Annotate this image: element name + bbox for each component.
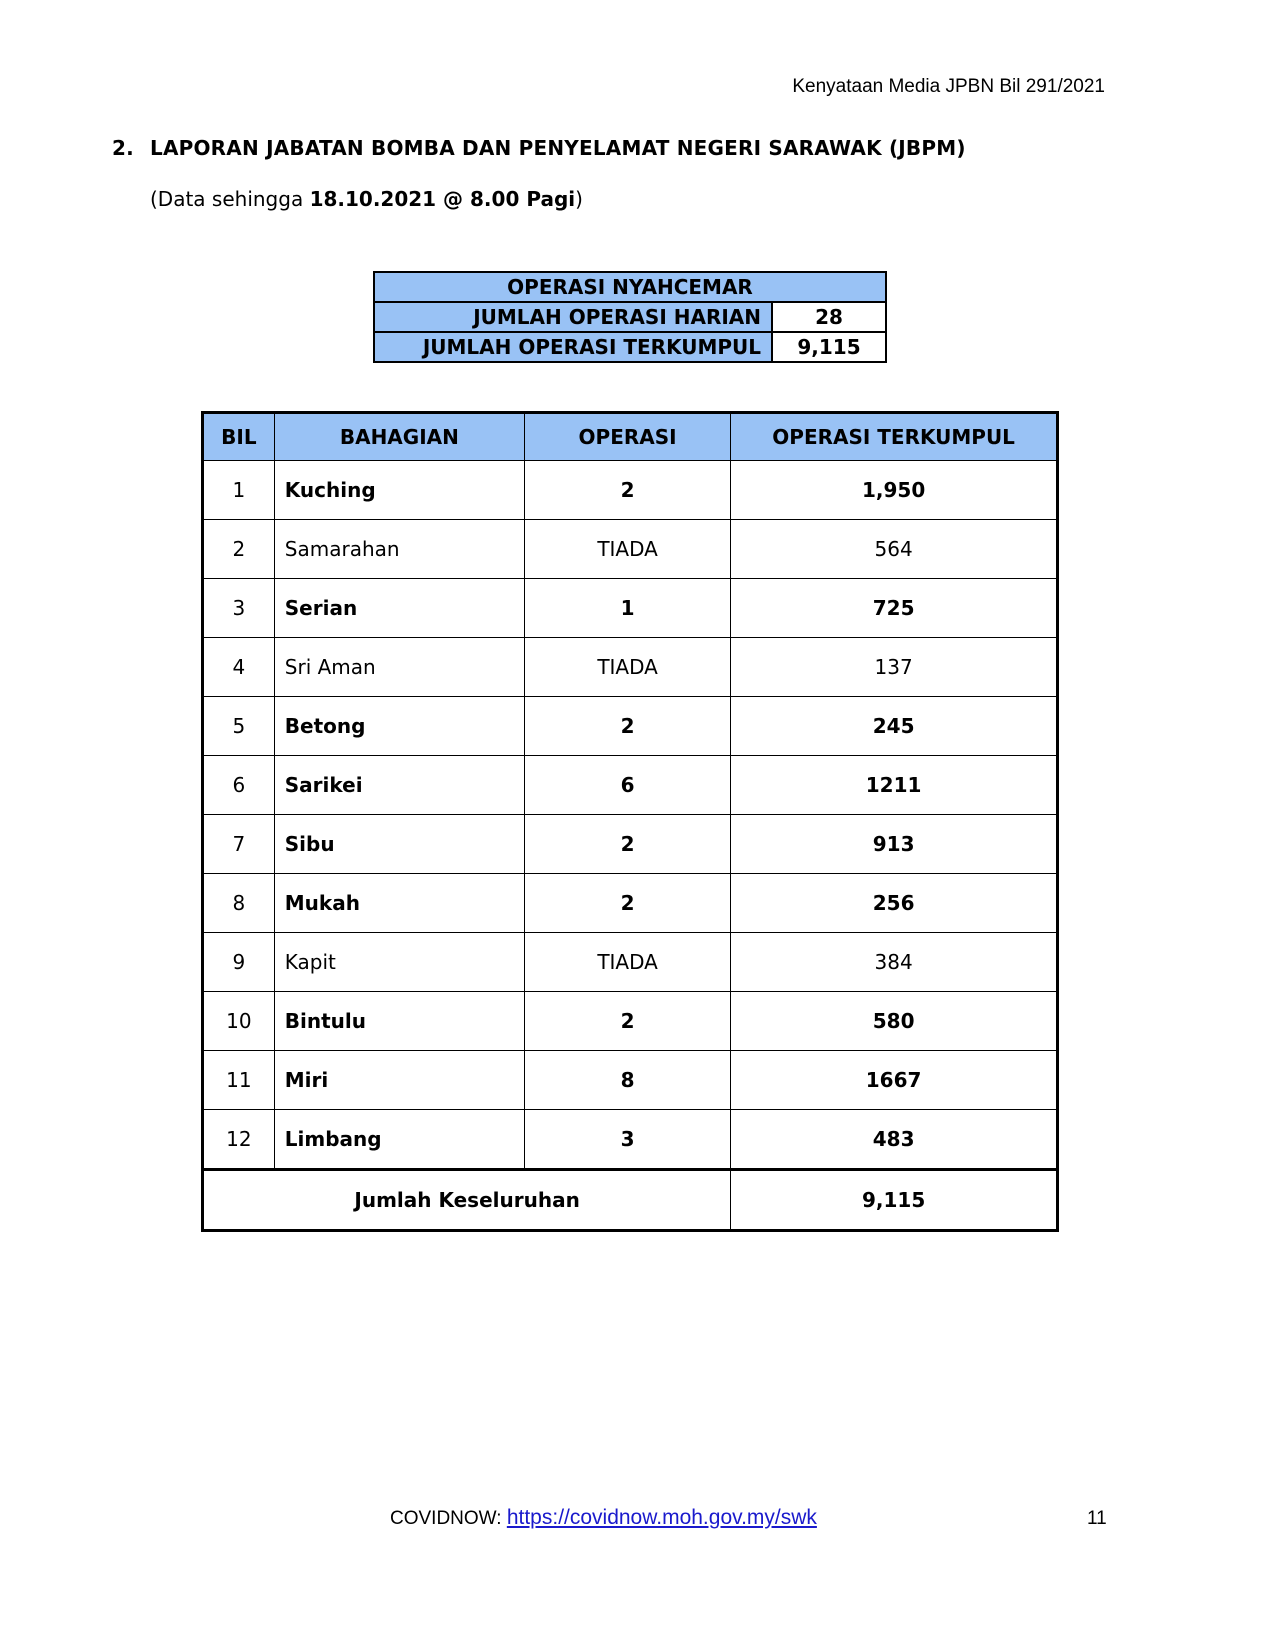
- table-row: [203, 1110, 1058, 1170]
- row-bahagian: Kapit: [274, 933, 524, 992]
- row-operasi-terkumpul: 1211: [731, 756, 1058, 815]
- row-operasi: 2: [524, 697, 730, 756]
- row-bahagian: Serian: [274, 579, 524, 638]
- row-operasi: TIADA: [524, 638, 730, 697]
- daily-operations-label: JUMLAH OPERASI HARIAN: [374, 302, 772, 332]
- row-operasi: 8: [524, 1051, 730, 1110]
- row-bil: 8: [203, 874, 275, 933]
- table-header-row: [203, 413, 1058, 461]
- table-row: [203, 815, 1058, 874]
- data-date: 18.10.2021 @ 8.00 Pagi: [309, 187, 576, 211]
- row-operasi: 2: [524, 461, 730, 520]
- row-bahagian: Sri Aman: [274, 638, 524, 697]
- row-bahagian: Limbang: [274, 1110, 524, 1170]
- data-prefix: (Data sehingga: [150, 187, 310, 211]
- data-suffix: ): [575, 187, 583, 211]
- row-bahagian: Mukah: [274, 874, 524, 933]
- table-row: [203, 992, 1058, 1051]
- table-row: [203, 874, 1058, 933]
- table-row: [203, 1051, 1058, 1110]
- row-bil: 10: [203, 992, 275, 1051]
- row-operasi: 6: [524, 756, 730, 815]
- column-header-bil: BIL: [203, 413, 275, 461]
- row-bil: 6: [203, 756, 275, 815]
- column-header-operasi: OPERASI: [524, 413, 730, 461]
- row-bil: 5: [203, 697, 275, 756]
- row-operasi-terkumpul: 483: [731, 1110, 1058, 1170]
- row-bahagian: Miri: [274, 1051, 524, 1110]
- row-bahagian: Bintulu: [274, 992, 524, 1051]
- total-row: [203, 1170, 1058, 1231]
- row-bil: 4: [203, 638, 275, 697]
- row-operasi-terkumpul: 245: [731, 697, 1058, 756]
- row-bil: 2: [203, 520, 275, 579]
- row-bil: 9: [203, 933, 275, 992]
- cumulative-operations-label: JUMLAH OPERASI TERKUMPUL: [374, 332, 772, 362]
- summary-table: [373, 271, 887, 363]
- table-row: [203, 933, 1058, 992]
- table-row: [203, 579, 1058, 638]
- table-row: [203, 697, 1058, 756]
- column-header-bahagian: BAHAGIAN: [274, 413, 524, 461]
- section-heading: [112, 136, 966, 160]
- data-as-of-line: [150, 187, 583, 211]
- row-operasi: TIADA: [524, 520, 730, 579]
- table-body: [203, 461, 1058, 1170]
- footer-prefix: COVIDNOW:: [390, 1508, 507, 1529]
- division-operations-table: [201, 411, 1059, 1232]
- row-operasi-terkumpul: 1,950: [731, 461, 1058, 520]
- total-label: Jumlah Keseluruhan: [203, 1170, 731, 1231]
- row-bil: 3: [203, 579, 275, 638]
- row-operasi: 2: [524, 992, 730, 1051]
- row-operasi-terkumpul: 580: [731, 992, 1058, 1051]
- covidnow-link[interactable]: https://covidnow.moh.gov.my/swk: [506, 1506, 817, 1529]
- summary-title: OPERASI NYAHCEMAR: [374, 272, 886, 302]
- row-operasi-terkumpul: 913: [731, 815, 1058, 874]
- document-reference: Kenyataan Media JPBN Bil 291/2021: [792, 76, 1105, 97]
- row-bil: 1: [203, 461, 275, 520]
- table-row: [203, 638, 1058, 697]
- row-bil: 11: [203, 1051, 275, 1110]
- row-operasi: TIADA: [524, 933, 730, 992]
- row-operasi-terkumpul: 137: [731, 638, 1058, 697]
- row-operasi: 2: [524, 815, 730, 874]
- table-row: [203, 461, 1058, 520]
- row-bahagian: Sarikei: [274, 756, 524, 815]
- row-operasi-terkumpul: 564: [731, 520, 1058, 579]
- daily-operations-value: 28: [772, 302, 886, 332]
- row-bahagian: Kuching: [274, 461, 524, 520]
- row-operasi: 3: [524, 1110, 730, 1170]
- table-row: [203, 520, 1058, 579]
- row-operasi-terkumpul: 256: [731, 874, 1058, 933]
- row-bahagian: Betong: [274, 697, 524, 756]
- page-number: 11: [1087, 1508, 1107, 1529]
- row-bahagian: Sibu: [274, 815, 524, 874]
- row-operasi-terkumpul: 384: [731, 933, 1058, 992]
- row-operasi: 2: [524, 874, 730, 933]
- row-bil: 7: [203, 815, 275, 874]
- section-title: LAPORAN JABATAN BOMBA DAN PENYELAMAT NEGERI SARAWAK (JBPM): [150, 136, 966, 160]
- row-operasi-terkumpul: 1667: [731, 1051, 1058, 1110]
- footer: [390, 1506, 817, 1530]
- row-bil: 12: [203, 1110, 275, 1170]
- table-row: [203, 756, 1058, 815]
- row-operasi-terkumpul: 725: [731, 579, 1058, 638]
- row-operasi: 1: [524, 579, 730, 638]
- row-bahagian: Samarahan: [274, 520, 524, 579]
- column-header-operasi-terkumpul: OPERASI TERKUMPUL: [731, 413, 1058, 461]
- total-value: 9,115: [731, 1170, 1058, 1231]
- cumulative-operations-value: 9,115: [772, 332, 886, 362]
- section-number: 2.: [112, 136, 134, 160]
